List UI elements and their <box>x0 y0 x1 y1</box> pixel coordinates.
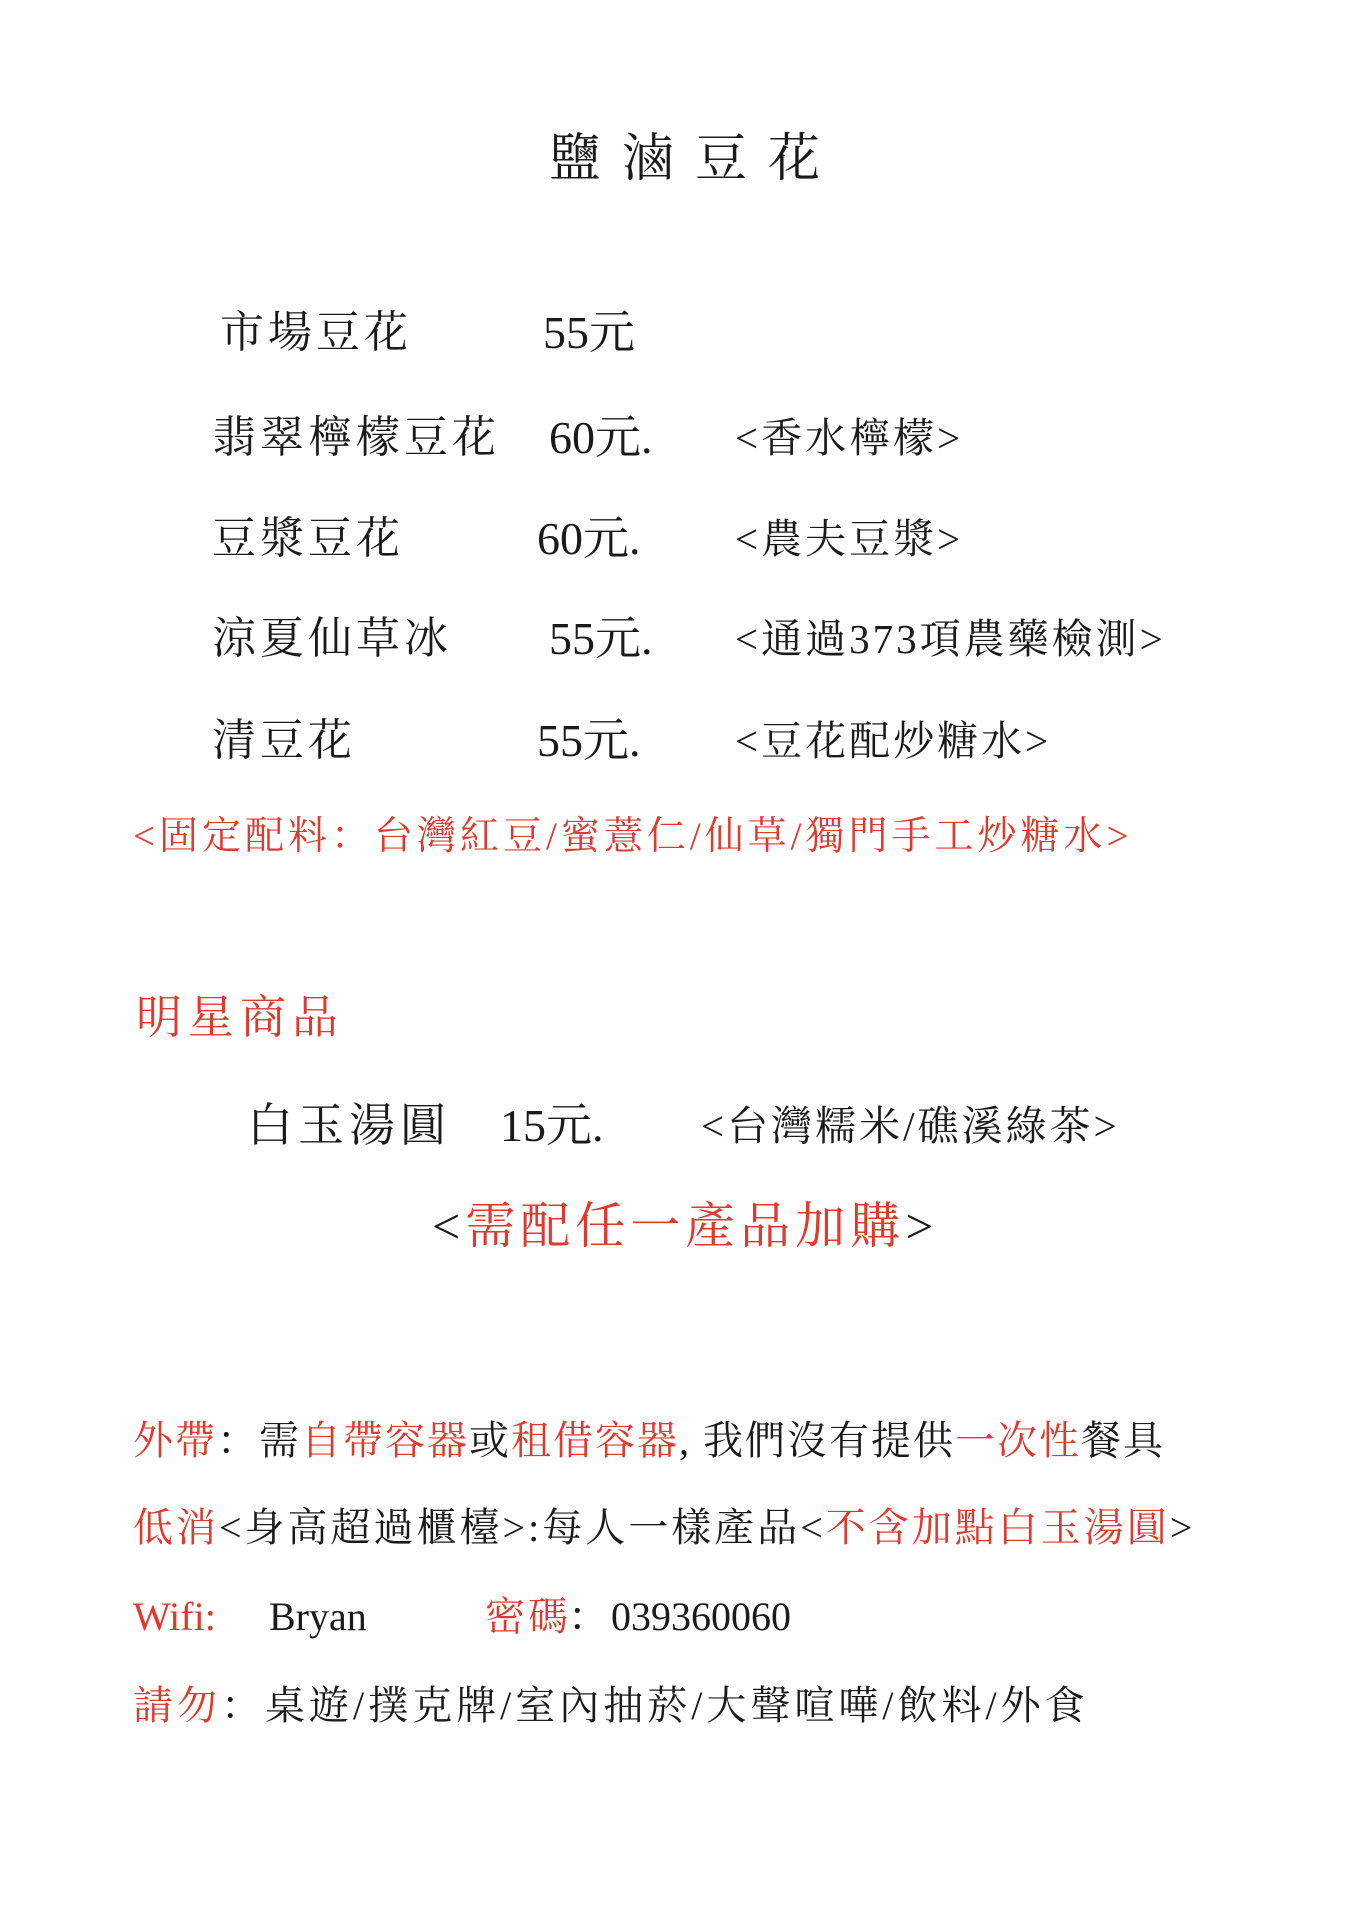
wifi-password-separator: ： <box>568 1594 608 1639</box>
featured-item-price: 15元. <box>500 1100 604 1151</box>
fixed-toppings-note: <固定配料：台灣紅豆/蜜薏仁/仙草/獨門手工炒糖水> <box>133 815 1133 858</box>
takeout-highlight: 自帶容器 <box>301 1418 469 1463</box>
menu-item-price: 60元. <box>537 513 641 564</box>
menu-item-name: 翡翠檸檬豆花 <box>212 413 500 462</box>
menu-item-price: 55元 <box>543 307 635 358</box>
takeout-text: 或 <box>469 1418 511 1463</box>
menu-item-name: 清豆花 <box>212 716 356 765</box>
addon-note-open-bracket: < <box>432 1198 466 1254</box>
menu-item-note: <豆花配炒糖水> <box>735 718 1052 764</box>
menu-item <box>0 513 1358 565</box>
menu-item-note: <通過373項農藥檢測> <box>735 616 1166 662</box>
wifi-info <box>0 1591 1358 1643</box>
menu-item <box>0 412 1358 464</box>
minimum-charge-highlight: 不含加點白玉湯圓 <box>825 1505 1170 1550</box>
menu-item-name: 市場豆花 <box>220 308 412 357</box>
featured-heading: 明星商品 <box>136 992 344 1043</box>
wifi-label: Wifi: <box>133 1594 216 1639</box>
minimum-charge-text: > <box>1169 1505 1196 1550</box>
menu-item-price: 55元. <box>537 715 641 766</box>
takeout-text: 餐具 <box>1081 1418 1165 1463</box>
featured-item-name: 白玉湯圓 <box>247 1100 451 1151</box>
featured-item-note: <台灣糯米/礁溪綠茶> <box>701 1103 1120 1149</box>
menu-item-note: <農夫豆漿> <box>735 516 964 562</box>
prohibited-notice <box>133 1680 1089 1732</box>
menu-item-name: 涼夏仙草冰 <box>212 614 452 663</box>
prohibited-label: 請勿 <box>133 1683 221 1728</box>
takeout-highlight: 一次性 <box>955 1418 1081 1463</box>
wifi-password: 039360060 <box>611 1594 791 1639</box>
wifi-ssid: Bryan <box>269 1594 367 1639</box>
page-title: 鹽滷豆花 <box>549 131 842 188</box>
takeout-text: , 我們沒有提供 <box>679 1418 955 1463</box>
menu-item-name: 豆漿豆花 <box>212 514 404 563</box>
minimum-charge-text: <身高超過櫃檯>:每人一樣產品< <box>219 1505 826 1550</box>
menu-item <box>0 715 1358 767</box>
menu-item-note: <香水檸檬> <box>735 415 964 461</box>
minimum-charge-label: 低消 <box>133 1505 219 1550</box>
takeout-text: ：需 <box>217 1418 301 1463</box>
featured-item <box>0 1098 1358 1154</box>
addon-note-text: 需配任一產品加購 <box>465 1198 906 1254</box>
menu-item-price: 55元. <box>549 613 653 664</box>
menu-item <box>0 613 1358 665</box>
takeout-highlight: 租借容器 <box>511 1418 679 1463</box>
menu-item-price: 60元. <box>549 412 653 463</box>
takeout-label: 外帶 <box>133 1418 217 1463</box>
prohibited-text: ：桌遊/撲克牌/室內抽菸/大聲喧嘩/飲料/外食 <box>221 1683 1089 1728</box>
minimum-charge-notice <box>133 1502 1195 1554</box>
wifi-password-label: 密碼 <box>485 1594 571 1639</box>
addon-note <box>432 1196 938 1256</box>
menu-item <box>0 307 1358 359</box>
addon-note-close-bracket: > <box>905 1198 939 1254</box>
takeout-notice <box>133 1415 1165 1467</box>
